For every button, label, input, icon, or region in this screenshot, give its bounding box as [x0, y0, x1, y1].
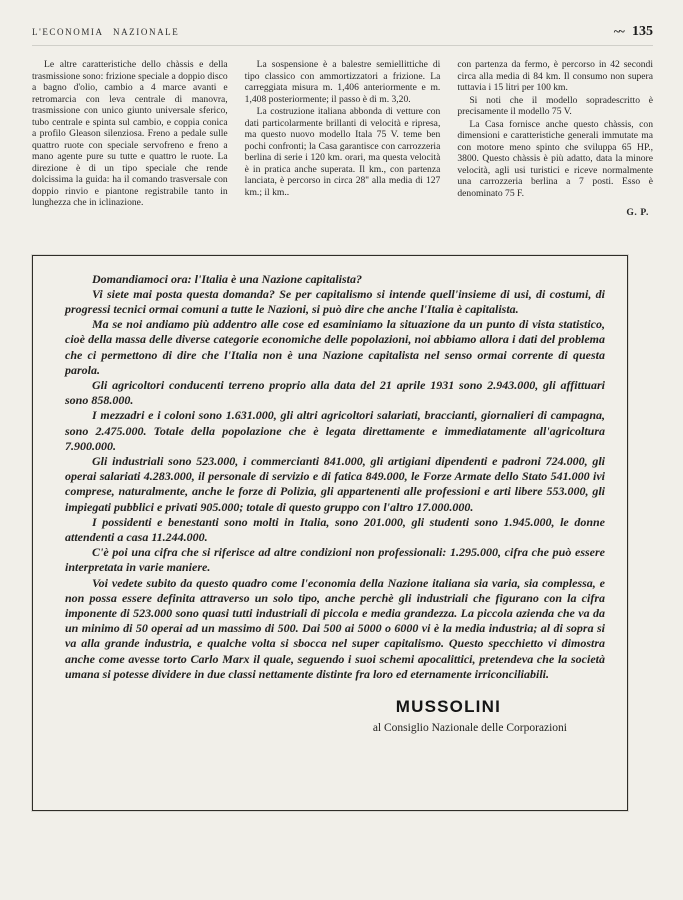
masthead	[32, 24, 653, 46]
article-paragraph: La sospensione è a balestre semiellittiche di tipo classico con ammortizzatori a frizione. La carreggiata misura m. 1,406 anteriormente e m. 1,408 posteriormente; il passo è di m. 3,20.	[244, 59, 441, 105]
journal-title: L'ECONOMIA NAZIONALE	[32, 27, 180, 37]
quote-attribution: al Consiglio Nazionale delle Corporazioni	[372, 721, 567, 734]
article-paragraph: La Casa fornisce anche questo chàssis, con dimensioni e caratteristiche generali immutate ma con motore meno spinto che sviluppa 65 HP., 3800. Questo chàssis è più adatto, data la minore velocità, agli usi turistici e riceve normalmente una carrozzeria berlina a 7 posti. Esso è denominato 75 F.	[457, 118, 654, 199]
quote-paragraph: C'è poi una cifra che si riferisce ad altre condizioni non professionali: 1.295.000, cifra che può essere interpretata in varie maniere.	[65, 545, 605, 575]
quote-paragraph: Gli agricoltori conducenti terreno proprio alla data del 21 aprile 1931 sono 2.943.000, gli affittuari sono 858.000.	[65, 377, 605, 408]
quote-paragraph: Gli industriali sono 523.000, i commercianti 841.000, gli artigiani dipendenti e padroni 724.000, gli operai salariati 4.283.000, il personale di servizio e di fatica 849.000, le Forze Armate dello Stato 541.000 ivi comprese, naturalmente, anche le forze di Polizia, gli appartenenti alle professioni e arti libere 553.000, gli impiegati pubblici e privati 905.000; totale di questo gruppo con l'altro 17.000.000.	[65, 453, 605, 514]
swash-ornament-icon: ~~	[613, 24, 623, 38]
article-author-initials: G. P.	[626, 207, 650, 218]
quote-paragraph: Domandiamoci ora: l'Italia è una Nazione capitalista?	[92, 271, 363, 286]
quote-paragraph: Vi siete mai posta questa domanda? Se per capitalismo si intende quell'insieme di usi, di costumi, di progressi tecnici ormai comuni a tutte le Nazioni, si può dire che anche l'Italia è capitalista.	[65, 286, 605, 316]
quote-paragraph: Ma se noi andiamo più addentro alle cose ed esaminiamo la situazione da un punto di vista statistico, cioè della massa delle diverse categorie economiche delle popolazioni, noi abbiamo allora i dati del problema che ci permettono di dire che l'Italia non è una Nazione capitalista nel senso ormai corrente di questa parola.	[65, 317, 605, 377]
article-column-2	[245, 59, 441, 219]
page-number: 135	[632, 24, 653, 39]
article-paragraph: Le altre caratteristiche dello chàssis e della trasmissione sono: frizione speciale a doppio disco a bagno d'olio, cambio a 4 marce avanti e retromarcia con leva centrale di manovra, trasmissione con unico giunto universale sferico, tubo centrale e spinta sul cambio, e coppia conica a profilo Gleason silenziosa. Freno a pedale sulle quattro ruote con speciale servofreno e freno a mano agente pure su tutte e quattro le ruote. La direzione è di un tipo speciale che rende dolcissima la guida: ha il comando trasversale con doppio rinvio e piantone registrabile tanto in lunghezza che in iclinazione.	[32, 59, 228, 208]
quote-paragraph: I possidenti e benestanti sono molti in Italia, sono 201.000, gli studenti sono 1.945.000, le donne attendenti a casa 11.244.000.	[65, 514, 605, 544]
quote-paragraph: I mezzadri e i coloni sono 1.631.000, gli altri agricoltori salariati, braccianti, giornalieri di campagna, sono 2.475.000. Totale della popolazione che è legata direttamente e immediatamente all'agricoltura 7.900.000.	[65, 408, 605, 453]
quote-paragraph: Voi vedete subito da questo quadro come l'economia della Nazione italiana sia varia, sia complessa, e non possa essere definita attraverso un solo tipo, anche perchè gli industriali che figurano con la cifra imponente di 523.000 sono quasi tutti industriali di piccola e media grandezza. La piccola azienda che va da un minimo di 50 operai ad un massimo di 500. Dai 500 ai 5000 o 6000 vi è la media industria; al di sopra si va alla grande industria, e qualche volta si sbocca nel super capitalismo. Questo specchietto vi dimostra anche come avesse torto Carlo Marx il quale, seguendo i suoi schemi apocalittici, pretendeva che la società umana si potesse dividere in due classi nettamente distinte fra loro ed eternamente irriconciliabili.	[65, 575, 605, 681]
article-column-3	[457, 59, 653, 219]
article-paragraph: Si noti che il modello sopradescritto è precisamente il modello 75 V.	[457, 94, 654, 117]
article-paragraph: La costruzione italiana abbonda di vetture con dati particolarmente brillanti di velocità e ripresa, ma questo nuovo modello Itala 75 V. teme ben pochi confronti; la Casa garantisce con carrozzeria berlina di serie i 120 km. orari, ma questa velocità è in pratica anche superata. Il km., con partenza lanciata, è percorso in circa 28'' alla media di 127 km.; il km..	[244, 106, 441, 198]
article-paragraph: con partenza da fermo, è percorso in 42 secondi circa alla media di 84 km. Il consumo non supera tuttavia i 15 litri per 100 km.	[457, 59, 654, 93]
quote-signature: MUSSOLINI	[395, 696, 501, 716]
quote-box	[32, 255, 628, 811]
article-column-1	[32, 59, 228, 219]
article-columns	[32, 59, 653, 219]
page-number-group	[613, 24, 653, 40]
